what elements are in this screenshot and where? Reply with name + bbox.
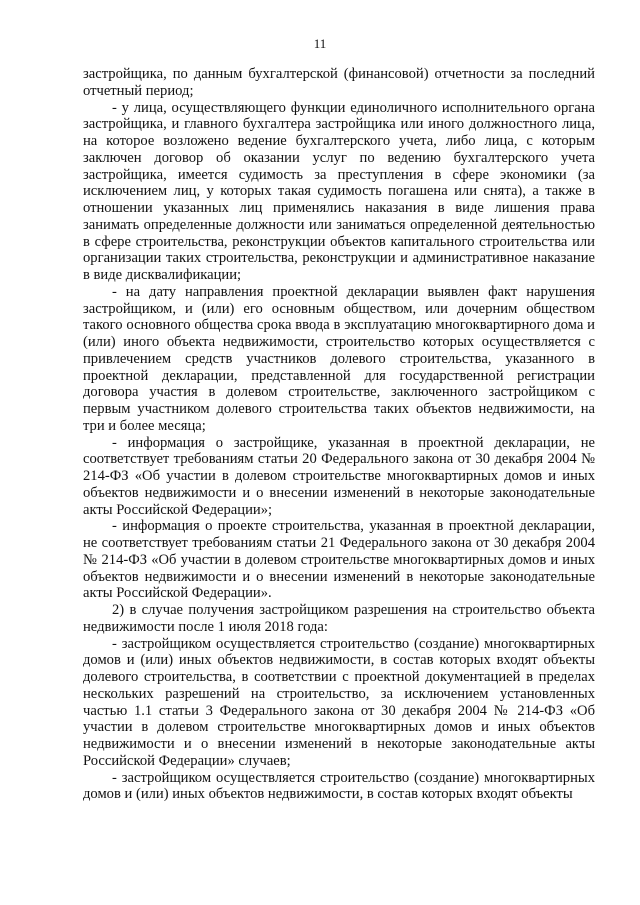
paragraph: - информация о проекте строительства, указанная в проектной декларации, не соответствует требованиям статьи 21 Федерального закона от 30 декабря 2004 № 214-ФЗ «Об участии в долевом строительстве многоквартирных домов и иных объектов недвижимости и о внесении изменений в некоторые законодательные акты Российской Федерации». xyxy=(83,518,595,602)
paragraph: - застройщиком осуществляется строительство (создание) многоквартирных домов и (или) иных объектов недвижимости, в состав которых входят объекты долевого строительства, в соответствии с проектной документацией в пределах нескольких разрешений на строительство, за исключением установленных частью 1.1 статьи 3 Федерального закона от 30 декабря 2004 № 214-ФЗ «Об участии в долевом строительстве многоквартирных домов и иных объектов недвижимости и о внесении изменений в некоторые законодательные акты Российской Федерации» случаев; xyxy=(83,635,595,769)
page-number: 11 xyxy=(313,36,327,51)
paragraph-continued: застройщика, по данным бухгалтерской (финансовой) отчетности за последний отчетный период; xyxy=(83,66,595,99)
paragraph: 2) в случае получения застройщиком разрешения на строительство объекта недвижимости после 1 июля 2018 года: xyxy=(83,602,595,635)
paragraph: - застройщиком осуществляется строительство (создание) многоквартирных домов и (или) иных объектов недвижимости, в состав которых входят объекты xyxy=(83,769,595,803)
paragraph: - на дату направления проектной декларации выявлен факт нарушения застройщиком, и (или) его основным обществом, или дочерним обществом такого основного общества срока ввода в эксплуатацию многоквартирного дома и (или) иного объекта недвижимости, строительство которых осуществляется с привлечением средств участников долевого строительства, указанного в проектной декларации, представленной для государственной регистрации договора участия в долевом строительстве, заключенного застройщиком с первым участником долевого строительства таких объектов недвижимости, на три и более месяца; xyxy=(83,283,595,434)
body-text xyxy=(83,66,595,803)
paragraph: - информация о застройщике, указанная в проектной декларации, не соответствует требованиям статьи 20 Федерального закона от 30 декабря 2004 № 214-ФЗ «Об участии в долевом строительстве многоквартирных домов и иных объектов недвижимости и о внесении изменений в некоторые законодательные акты Российской Федерации»; xyxy=(83,434,595,518)
paragraph: - у лица, осуществляющего функции единоличного исполнительного органа застройщика, и главного бухгалтера застройщика или иного должностного лица, на которое возложено ведение бухгалтерского учета, либо лица, с которым заключен договор об оказании услуг по ведению бухгалтерского учета застройщика, имеется судимость за преступления в сфере экономики (за исключением лиц, у которых такая судимость погашена или снята), а также в отношении указанных лиц применялись наказания в виде лишения права занимать определенные должности или заниматься определенной деятельностью в сфере строительства, реконструкции объектов капитального строительства или организации таких строительства, реконструкции и административное наказание в виде дисквалификации; xyxy=(83,99,595,283)
